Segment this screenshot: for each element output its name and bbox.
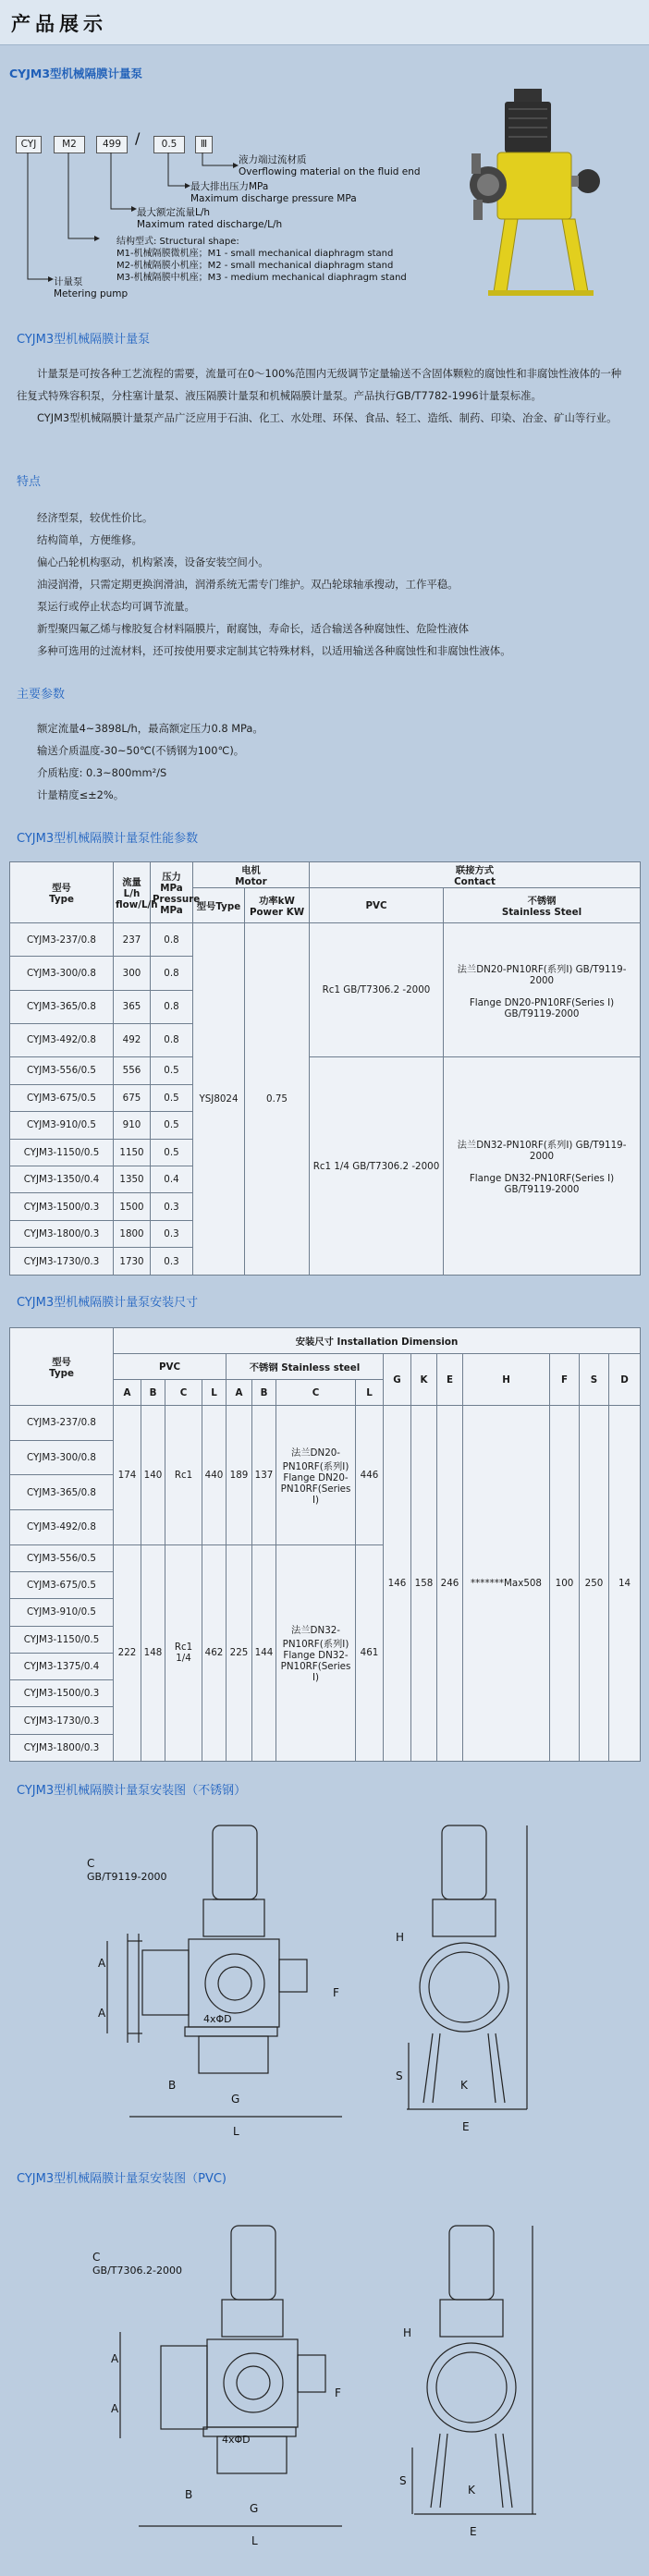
label-material-cn: 液力端过流材质 xyxy=(239,154,307,165)
intro-paragraph-1: 计量泵是可按各种工艺流程的需要，流量可在0～100%范围内无级调节定量输送不含固体颗粒的腐蚀性和非腐蚀性液体的一种往复式特殊容积泵，分柱塞计量泵、液压隔膜计量泵和机械隔膜计量泵。产品执行GB/T7782-1996计量泵标准。 xyxy=(17,367,622,402)
table-row: CYJM3-675/0.5 675 0.5 xyxy=(10,1084,641,1111)
label-material-en: Overflowing material on the fluid end xyxy=(239,166,421,177)
table-row: CYJM3-1375/0.4 xyxy=(10,1653,641,1679)
th-power: 功率kW Power KW xyxy=(245,888,310,923)
code-box-cyj: CYJ xyxy=(16,136,42,153)
feature-item: 多种可选用的过流材料，还可按使用要求定制其它特殊材料，以适用输送各种腐蚀性和非腐蚀性液体。 xyxy=(37,644,511,657)
table-row: CYJM3-237/0.8 237 0.8 YSJ8024 0.75 Rc1 GB/T7306.2 -2000 法兰DN20-PN10RF(系列Ⅰ) GB/T9119-2000 Flange DN20-PN10RF(Series Ⅰ) GB/T9119-2000 xyxy=(10,923,641,957)
label-pump-en: Metering pump xyxy=(54,288,129,299)
th-install-model: 型号 Type xyxy=(10,1328,114,1406)
dim-k-label: K xyxy=(468,2484,475,2497)
dim-a-label: A xyxy=(98,2007,106,2020)
model-title: CYJM3型机械隔膜计量泵 xyxy=(9,67,143,80)
th-install-pvc: PVC xyxy=(114,1354,227,1380)
table-row: CYJM3-910/0.5 910 0.5 xyxy=(10,1112,641,1139)
dim-e-label: E xyxy=(470,2525,477,2538)
motor-power-cell: 0.75 xyxy=(245,923,310,1276)
table-row: CYJM3-492/0.8 xyxy=(10,1510,641,1545)
dim-g-label: G xyxy=(250,2502,259,2515)
table-row: CYJM3-237/0.8 174 140 Rc1 440 189 137 法兰DN20-PN10RF(系列Ⅰ) Flange DN20-PN10RF(Series Ⅰ) 446 146 158 246 *******Max508 100 250 14 xyxy=(10,1406,641,1441)
right-leg xyxy=(562,219,588,292)
feature-item: 油浸润滑，只需定期更换润滑油，润滑系统无需专门维护。双凸轮球轴承搜动，工作平稳。 xyxy=(37,578,459,591)
th-model: 型号 Type xyxy=(10,862,114,923)
dim-e-label: E xyxy=(462,2120,470,2133)
table-row: CYJM3-675/0.5 xyxy=(10,1572,641,1599)
table-row: CYJM3-300/0.8 xyxy=(10,1440,641,1475)
feature-item: 经济型泵，较优性价比。 xyxy=(37,511,153,524)
performance-table xyxy=(9,861,641,1276)
table-row: CYJM3-556/0.5 556 0.5 Rc1 1/4 GB/T7306.2 -2000 法兰DN32-PN10RF(系列Ⅰ) GB/T9119-2000 Flange DN32-PN10RF(Series Ⅰ) GB/T9119-2000 xyxy=(10,1057,641,1084)
param-item: 介质粘度: 0.3~800mm²/S xyxy=(37,766,167,779)
dim-a-label: A xyxy=(98,1957,106,1970)
code-box-pressure: 0.5 xyxy=(153,136,185,153)
th-stainless: 不锈钢 Stainless Steel xyxy=(444,888,641,923)
dim-s-label: S xyxy=(399,2474,407,2487)
page-title: 产品展示 xyxy=(11,13,107,35)
dim-f-label: F xyxy=(335,2387,341,2399)
table-row: CYJM3-1150/0.5 1150 0.5 xyxy=(10,1139,641,1166)
label-flow-cn: 最大额定流量L/h xyxy=(137,207,211,218)
table-row: CYJM3-1730/0.3 1730 0.3 xyxy=(10,1248,641,1276)
label-flow-en: Maximum rated discharge/L/h xyxy=(137,219,283,230)
th-motor-type: 型号Type xyxy=(193,888,245,923)
feature-item: 新型聚四氟乙烯与橡胶复合材料隔膜片，耐腐蚀，寿命长，适合输送各种腐蚀性、危险性液体 xyxy=(37,622,470,635)
dim-a-label: A xyxy=(111,2402,119,2415)
gearbox-body xyxy=(497,153,571,219)
dim-g-label: G xyxy=(231,2093,240,2106)
intro-paragraph-2: CYJM3型机械隔膜计量泵产品广泛应用于石油、化工、水处理、环保、食品、轻工、造纸、制药、印染、冶金、矿山等行业。 xyxy=(37,411,618,424)
dim-k-label: K xyxy=(460,2079,468,2092)
dim-f-label: F xyxy=(333,1986,339,1999)
th-motor: 电机 Motor xyxy=(193,862,310,888)
code-box-499: 499 xyxy=(96,136,128,153)
th-pressure: 压力 MPa Pressure MPa xyxy=(151,862,193,923)
th-flow: 流量 L/h flow/L/h xyxy=(114,862,151,923)
table-row: CYJM3-1800/0.3 1800 0.3 xyxy=(10,1220,641,1247)
table-row: CYJM3-1350/0.4 1350 0.4 xyxy=(10,1166,641,1193)
dim-c-label: C xyxy=(87,1857,95,1870)
label-struct-m1: M1-机械隔膜微机座；M1 - small mechanical diaphragm stand xyxy=(116,249,394,259)
table-row: CYJM3-1500/0.3 xyxy=(10,1680,641,1707)
drawing1-front-view xyxy=(74,1812,351,2154)
param-item: 额定流量4~3898L/h，最高额定压力0.8 MPa。 xyxy=(37,722,263,735)
install-dimension-table: 型号 Type 安装尺寸 Installation Dimension PVC 不锈钢 Stainless steel G K E H F S D A B C L A B C L CYJM3-237/0.8 174 140 Rc1 440 189 137 法兰DN20-PN10RF(系列Ⅰ) Flange DN20-PN10RF(Series Ⅰ) 446 146 158 246 *******Max508 100 250 14 CYJM3-300/0.8 CYJM3-365/0.8 CYJM3-492/0.8 CYJM3-556/0.5 222 148 Rc1 1/4 462 225 144 法兰DN32-PN10RF(系列Ⅰ) Flange DN32-PN10RF(Series Ⅰ) 461 CYJM3-675/0.5 CYJM3-910/0.5 CYJM3-1150/0.5 CYJM3-1375/0.4 CYJM3-1500/0.3 CYJM3-1730/0.3 CYJM3-1800/0.3 xyxy=(9,1327,641,1762)
motor-cap xyxy=(514,89,542,104)
pvc-conn-2: Rc1 1/4 GB/T7306.2 -2000 xyxy=(310,1057,444,1276)
param-item: 计量精度≤±2%。 xyxy=(37,788,125,801)
dim-b-label: B xyxy=(168,2079,177,2092)
code-box-material: Ⅲ xyxy=(195,136,213,153)
feature-item: 泵运行或停止状态均可调节流量。 xyxy=(37,600,195,613)
table-row: CYJM3-1500/0.3 1500 0.3 xyxy=(10,1193,641,1220)
label-pump-cn: 计量泵 xyxy=(54,276,83,287)
label-pressure-en: Maximum discharge pressure MPa xyxy=(190,193,357,204)
dim-s-label: S xyxy=(396,2069,403,2082)
features-heading: 特点 xyxy=(17,475,42,489)
dim-b-label: B xyxy=(185,2488,193,2501)
dim-h-label: H xyxy=(403,2326,412,2339)
stroke-knob xyxy=(576,169,600,193)
th-install-ss: 不锈钢 Stainless steel xyxy=(227,1354,384,1380)
dim-c-std: GB/T7306.2-2000 xyxy=(92,2265,182,2277)
params-heading: 主要参数 xyxy=(17,688,66,702)
dim-a-label: A xyxy=(111,2352,119,2365)
th-pvc: PVC xyxy=(310,888,444,923)
table-row: CYJM3-300/0.8 300 0.8 xyxy=(10,957,641,990)
drawing2-side-view xyxy=(388,2207,555,2558)
table-row: CYJM3-1150/0.5 xyxy=(10,1626,641,1653)
pump-photo xyxy=(460,81,636,308)
th-install-dim: 安装尺寸 Installation Dimension xyxy=(114,1328,641,1354)
hole-label: 4xΦD xyxy=(222,2434,251,2446)
ss-conn-1: 法兰DN20-PN10RF(系列Ⅰ) GB/T9119-2000 Flange DN20-PN10RF(Series Ⅰ) GB/T9119-2000 xyxy=(444,923,641,1057)
table-row: CYJM3-1800/0.3 xyxy=(10,1734,641,1761)
label-pressure-cn: 最大排出压力MPa xyxy=(190,181,269,192)
feature-item: 偏心凸轮机构驱动，机构紧凑，设备安装空间小。 xyxy=(37,555,269,568)
table-row: CYJM3-1730/0.3 xyxy=(10,1707,641,1734)
dim-c-label: C xyxy=(92,2251,101,2264)
code-slash: / xyxy=(135,129,141,147)
label-struct-m2: M2-机械隔膜小机座；M2 - small mechanical diaphragm stand xyxy=(116,261,394,271)
label-struct-m3: M3-机械隔膜中机座；M3 - medium mechanical diaphragm stand xyxy=(116,273,407,283)
dim-c-std: GB/T9119-2000 xyxy=(87,1871,167,1883)
table-row: CYJM3-910/0.5 xyxy=(10,1599,641,1626)
drawing2-front-view xyxy=(74,2207,351,2558)
drawing1-heading: CYJM3型机械隔膜计量泵安装图（不锈钢） xyxy=(17,1784,247,1798)
code-box-m2: M2 xyxy=(54,136,85,153)
intro-heading: CYJM3型机械隔膜计量泵 xyxy=(17,333,151,347)
feature-item: 结构简单，方便维修。 xyxy=(37,533,142,546)
perf-heading: CYJM3型机械隔膜计量泵性能参数 xyxy=(17,832,199,846)
drawing2-heading: CYJM3型机械隔膜计量泵安装图（PVC) xyxy=(17,2172,227,2186)
drawing1-side-view xyxy=(388,1812,555,2154)
th-contact: 联接方式 Contact xyxy=(310,862,641,888)
ss-conn-2: 法兰DN32-PN10RF(系列Ⅰ) GB/T9119-2000 Flange DN32-PN10RF(Series Ⅰ) GB/T9119-2000 xyxy=(444,1057,641,1276)
dim-h-label: H xyxy=(396,1931,405,1944)
install-heading: CYJM3型机械隔膜计量泵安装尺寸 xyxy=(17,1296,199,1310)
dim-l-label: L xyxy=(251,2534,258,2547)
hole-label: 4xΦD xyxy=(203,2013,232,2025)
left-leg xyxy=(494,219,518,292)
table-row: CYJM3-556/0.5 222 148 Rc1 1/4 462 225 144 法兰DN32-PN10RF(系列Ⅰ) Flange DN32-PN10RF(Series Ⅰ) 461 xyxy=(10,1544,641,1571)
dim-l-label: L xyxy=(233,2125,239,2138)
table-row: CYJM3-365/0.8 xyxy=(10,1475,641,1510)
table-row: CYJM3-492/0.8 492 0.8 xyxy=(10,1023,641,1056)
pvc-conn-1: Rc1 GB/T7306.2 -2000 xyxy=(310,923,444,1057)
table-row: CYJM3-365/0.8 365 0.8 xyxy=(10,990,641,1023)
motor-type-cell: YSJ8024 xyxy=(193,923,245,1276)
label-struct: 结构型式: Structural shape: xyxy=(116,237,239,247)
param-item: 输送介质温度-30~50℃(不锈钢为100℃)。 xyxy=(37,744,245,757)
